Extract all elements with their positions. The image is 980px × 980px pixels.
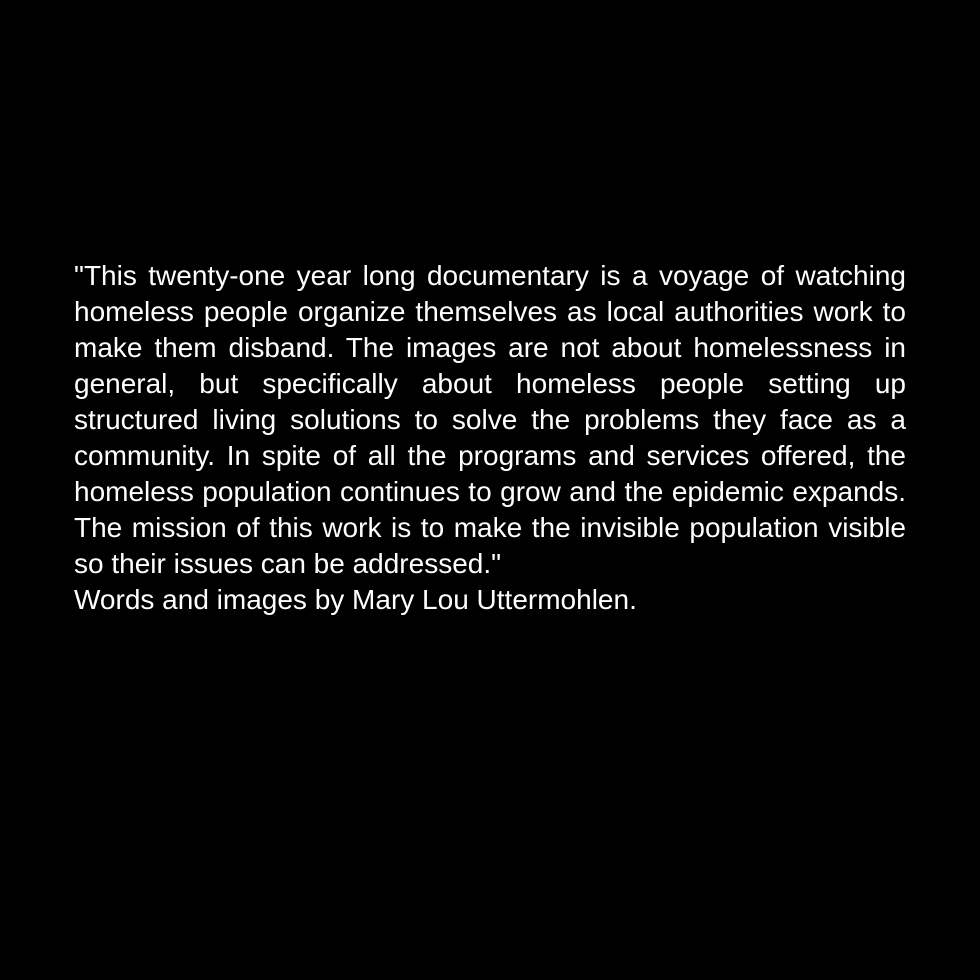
documentary-quote: "This twenty-one year long documentary is a voyage of watching homeless people organize themselves as local authorities work to make them disband. The images are not about homelessness in general, but specifically about homeless people setting up structured living solutions to solve the problems they face as a community. In spite of all the programs and services offered, the homeless population continues to grow and the epidemic expands. The mission of this work is to make the invisible population visible so their issues can be addressed." [74, 260, 906, 579]
author-credit: Words and images by Mary Lou Uttermohlen. [74, 584, 637, 615]
statement-text-block [74, 258, 906, 618]
